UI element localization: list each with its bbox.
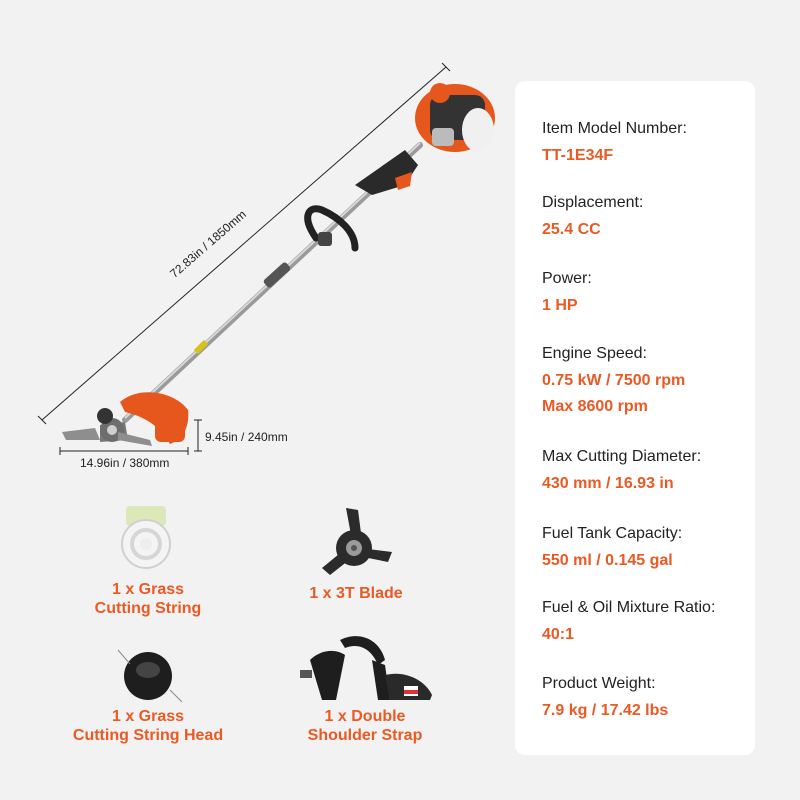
spec-label: Fuel & Oil Mixture Ratio:: [542, 599, 716, 616]
accessory-label-string: 1 x Grass Cutting String: [94, 581, 202, 617]
spec-label: Max Cutting Diameter:: [542, 448, 702, 465]
width-dimension-label: 14.96in / 380mm: [80, 456, 170, 470]
spec-value: 430 mm / 16.93 in: [542, 475, 674, 492]
throttle-handle: [355, 150, 418, 195]
spec-weight: [542, 674, 752, 721]
spec-power: [542, 269, 752, 316]
spec-value-secondary: Max 8600 rpm: [542, 398, 648, 415]
spec-label: Item Model Number:: [542, 120, 687, 137]
spec-value: 25.4 CC: [542, 221, 601, 238]
three-tooth-blade-icon: [322, 508, 392, 575]
cutting-string-icon: [122, 506, 170, 568]
accessory-label-string-head: 1 x Grass Cutting String Head: [72, 708, 224, 744]
spec-mixture-ratio: [542, 598, 752, 645]
spec-label: Fuel Tank Capacity:: [542, 525, 683, 542]
width-dimension-line: [60, 447, 188, 455]
handle-clamp: [318, 232, 332, 246]
height-dimension-line: [194, 420, 202, 451]
accessory-label-blade: 1 x 3T Blade: [309, 585, 403, 602]
spec-engine-speed: [542, 344, 752, 417]
spec-value: 0.75 kW / 7500 rpm: [542, 372, 686, 389]
string-head-icon: [118, 650, 182, 702]
length-dimension-label: 72.83in / 1850mm: [167, 207, 249, 281]
spec-cutting-diameter: [542, 447, 752, 494]
spec-label: Product Weight:: [542, 675, 656, 692]
engine: [415, 83, 495, 152]
spec-value: 1 HP: [542, 297, 578, 314]
front-grip: [263, 261, 292, 289]
spec-model: [542, 119, 752, 166]
length-dimension-line: [38, 63, 450, 424]
spec-displacement: [542, 193, 752, 240]
spec-value: 40:1: [542, 626, 575, 643]
spec-card: [515, 81, 755, 755]
spec-fuel-tank: [542, 524, 752, 571]
spec-value: TT-1E34F: [542, 147, 614, 164]
height-dimension-label: 9.45in / 240mm: [205, 430, 288, 444]
spec-label: Power:: [542, 270, 592, 287]
spec-value: 550 ml / 0.145 gal: [542, 552, 673, 569]
spec-label: Displacement:: [542, 194, 644, 211]
shoulder-strap-icon: [300, 636, 432, 700]
accessory-label-strap: 1 x Double Shoulder Strap: [307, 708, 423, 744]
spec-value: 7.9 kg / 17.42 lbs: [542, 702, 669, 719]
spec-label: Engine Speed:: [542, 345, 647, 362]
